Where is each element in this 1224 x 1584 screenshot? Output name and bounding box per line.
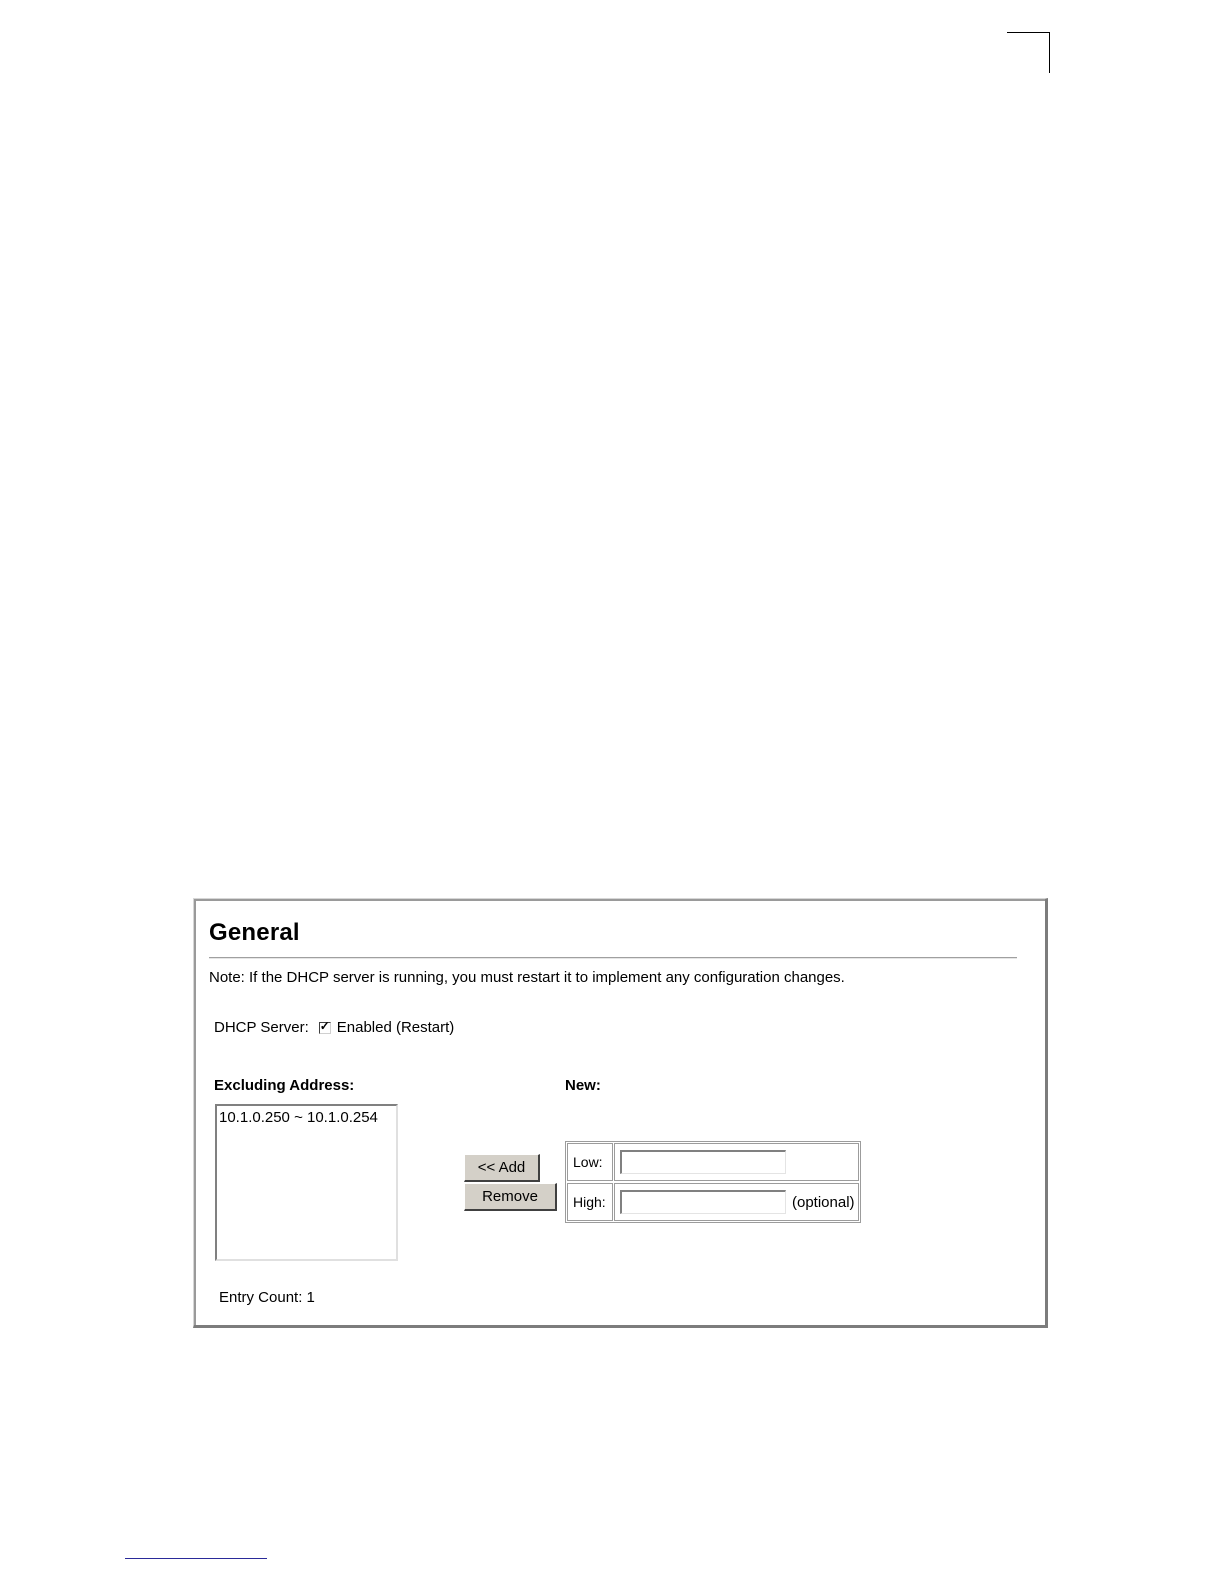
page-title: General: [209, 919, 300, 946]
general-config-panel: [193, 898, 1048, 1328]
crop-mark-horizontal: [1007, 32, 1050, 33]
low-input-cell: [614, 1143, 859, 1181]
footnote-rule: [125, 1558, 267, 1559]
high-input-cell: [614, 1183, 859, 1221]
list-item[interactable]: 10.1.0.250 ~ 10.1.0.254: [219, 1109, 378, 1126]
checkmark-icon: ✓: [319, 1018, 330, 1033]
dhcp-server-label: DHCP Server:: [214, 1019, 309, 1036]
panel-frame: [194, 899, 1045, 1325]
dhcp-server-enabled-checkbox[interactable]: [319, 1018, 331, 1034]
entry-count: Entry Count: 1: [219, 1289, 315, 1306]
restart-note: Note: If the DHCP server is running, you must restart it to implement any configuration changes.: [209, 969, 845, 986]
low-label-cell: [567, 1143, 613, 1181]
excluding-address-listbox[interactable]: [215, 1104, 398, 1261]
add-button[interactable]: << Add: [464, 1154, 540, 1182]
low-address-input[interactable]: [620, 1150, 786, 1174]
high-address-input[interactable]: [620, 1190, 786, 1214]
title-divider: [209, 957, 1017, 959]
new-label: New:: [565, 1077, 601, 1094]
excluding-address-label: Excluding Address:: [214, 1077, 355, 1094]
dhcp-server-row: [214, 1019, 454, 1036]
low-label: Low:: [573, 1154, 603, 1170]
remove-button[interactable]: Remove: [464, 1183, 557, 1211]
optional-hint: (optional): [792, 1193, 855, 1211]
dhcp-server-enabled-label[interactable]: Enabled (Restart): [336, 1019, 455, 1036]
high-label-cell: [567, 1183, 613, 1221]
high-label: High:: [573, 1194, 606, 1210]
new-range-table: [565, 1141, 861, 1223]
crop-mark-vertical: [1049, 32, 1050, 73]
